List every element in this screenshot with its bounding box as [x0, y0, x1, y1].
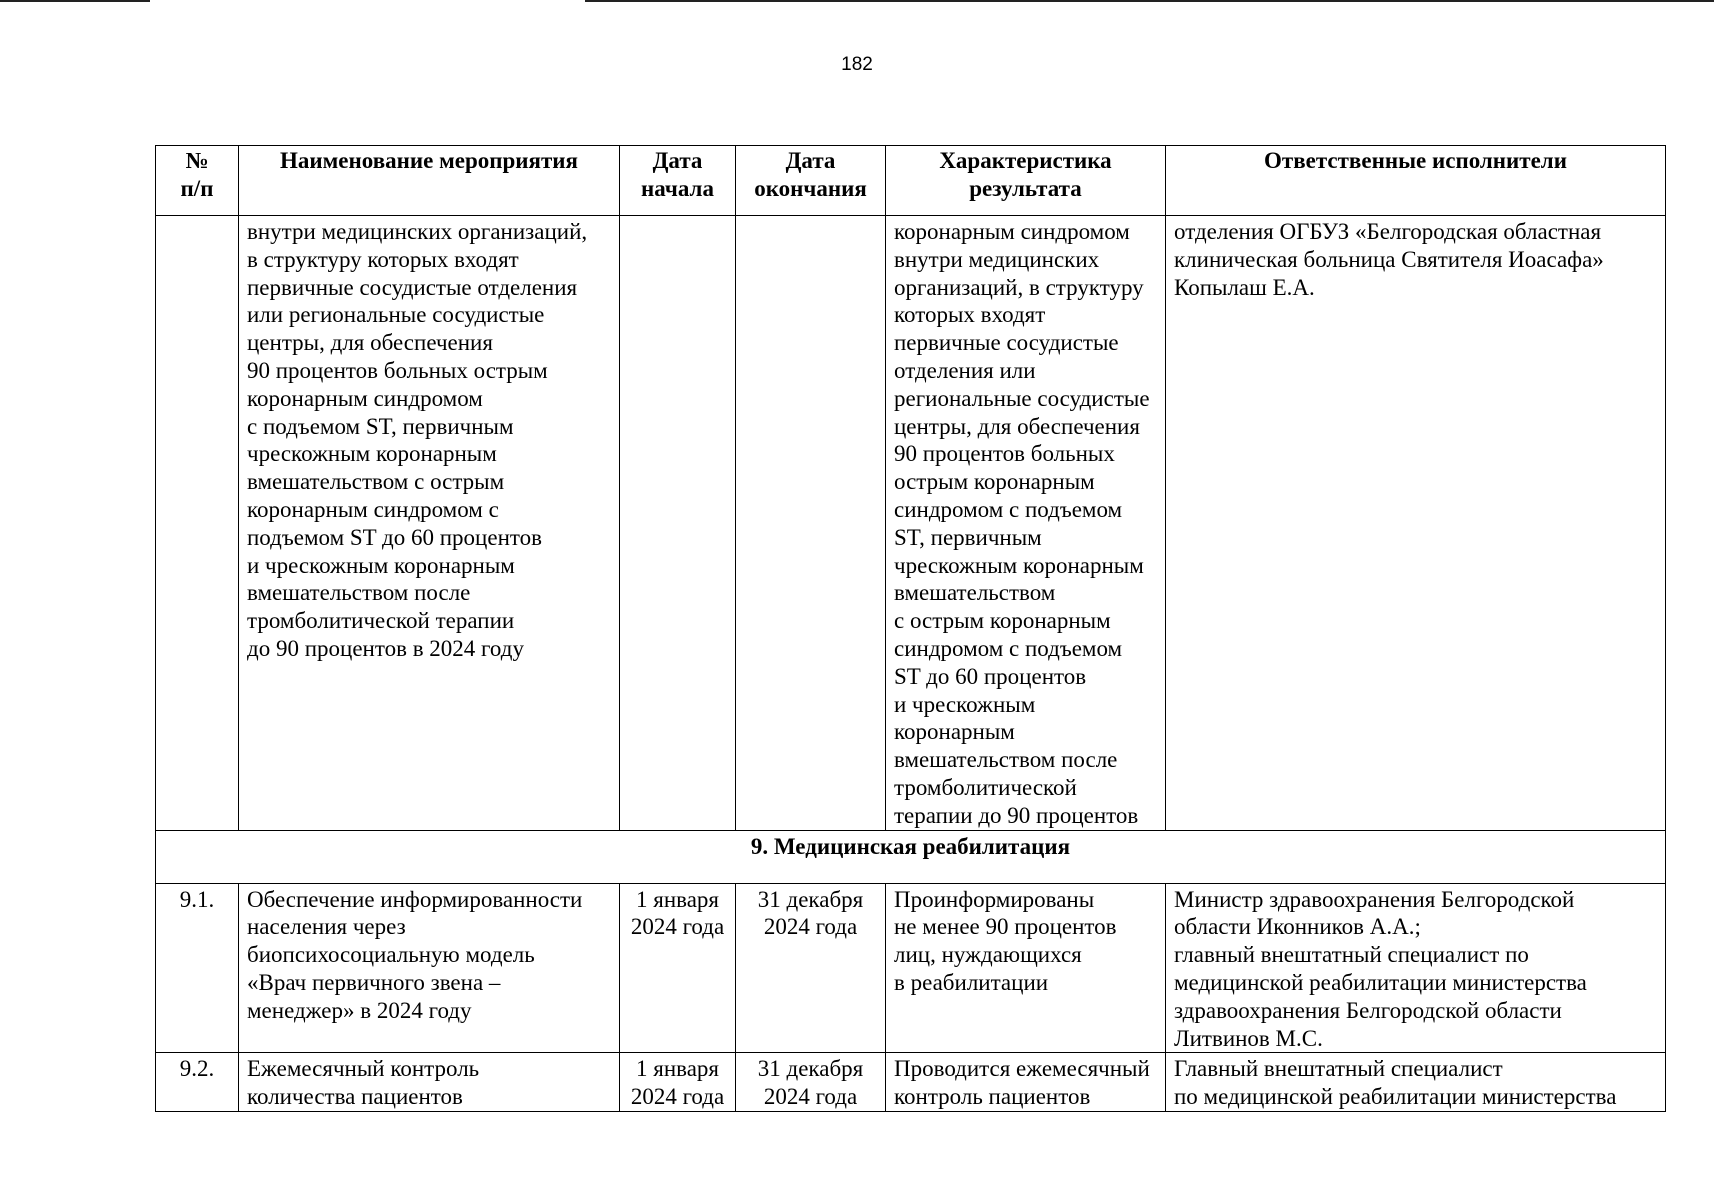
row-name: Ежемесячный контроль количества пациентов [239, 1053, 620, 1112]
row-start-date [620, 216, 736, 831]
row-responsible: отделения ОГБУЗ «Белгородская областная клиническая больница Святителя Иоасафа» Копылаш Е.А. [1166, 216, 1666, 831]
row-result: коронарным синдромом внутри медицинских организаций, в структуру которых входят первичные сосудистые отделения или региональные сосудистые центры, для обеспечения 90 процентов больных острым коронарным синдромом с подъемом ST, первичным чрескожным коронарным вмешательством с острым коронарным синдромом с подъемом ST до 60 процентов и чрескожным коронарным вмешательством после тромболитической терапии до 90 процентов [886, 216, 1166, 831]
page-number: 182 [841, 54, 873, 75]
row-end-date: 31 декабря 2024 года [736, 883, 886, 1053]
row-responsible: Главный внештатный специалист по медицинской реабилитации министерства [1166, 1053, 1666, 1112]
row-result: Проинформированы не менее 90 процентов лиц, нуждающихся в реабилитации [886, 883, 1166, 1053]
row-name: внутри медицинских организаций, в структуру которых входят первичные сосудистые отделения или региональные сосудистые центры, для обеспечения 90 процентов больных острым коронарным синдромом с подъемом ST, первичным чрескожным коронарным вмешательством с острым коронарным синдромом с подъемом ST до 60 процентов и чрескожным коронарным вмешательством после тромболитической терапии до 90 процентов в 2024 году [239, 216, 620, 831]
row-start-date: 1 января 2024 года [620, 1053, 736, 1112]
header-start-date: Дата начала [620, 146, 736, 216]
scan-edge-line [585, 0, 1714, 2]
section-header-row [156, 830, 1666, 883]
row-num [156, 216, 239, 831]
row-num: 9.1. [156, 883, 239, 1053]
header-name: Наименование мероприятия [239, 146, 620, 216]
table-row [156, 1053, 1666, 1112]
section-title: 9. Медицинская реабилитация [156, 830, 1666, 883]
header-num: № п/п [156, 146, 239, 216]
header-end-date: Дата окончания [736, 146, 886, 216]
row-end-date [736, 216, 886, 831]
row-name: Обеспечение информированности населения через биопсихосоциальную модель «Врач первичного звена – менеджер» в 2024 году [239, 883, 620, 1053]
scan-edge-line [0, 0, 150, 2]
table-header-row [156, 146, 1666, 216]
table-row [156, 883, 1666, 1053]
header-result: Характеристика результата [886, 146, 1166, 216]
row-result: Проводится ежемесячный контроль пациентов [886, 1053, 1166, 1112]
row-start-date: 1 января 2024 года [620, 883, 736, 1053]
row-end-date: 31 декабря 2024 года [736, 1053, 886, 1112]
row-num: 9.2. [156, 1053, 239, 1112]
row-responsible: Министр здравоохранения Белгородской области Иконников А.А.; главный внештатный специалист по медицинской реабилитации министерства здравоохранения Белгородской области Литвинов М.С. [1166, 883, 1666, 1053]
activities-table [155, 145, 1666, 1112]
table-row [156, 216, 1666, 831]
header-responsible: Ответственные исполнители [1166, 146, 1666, 216]
